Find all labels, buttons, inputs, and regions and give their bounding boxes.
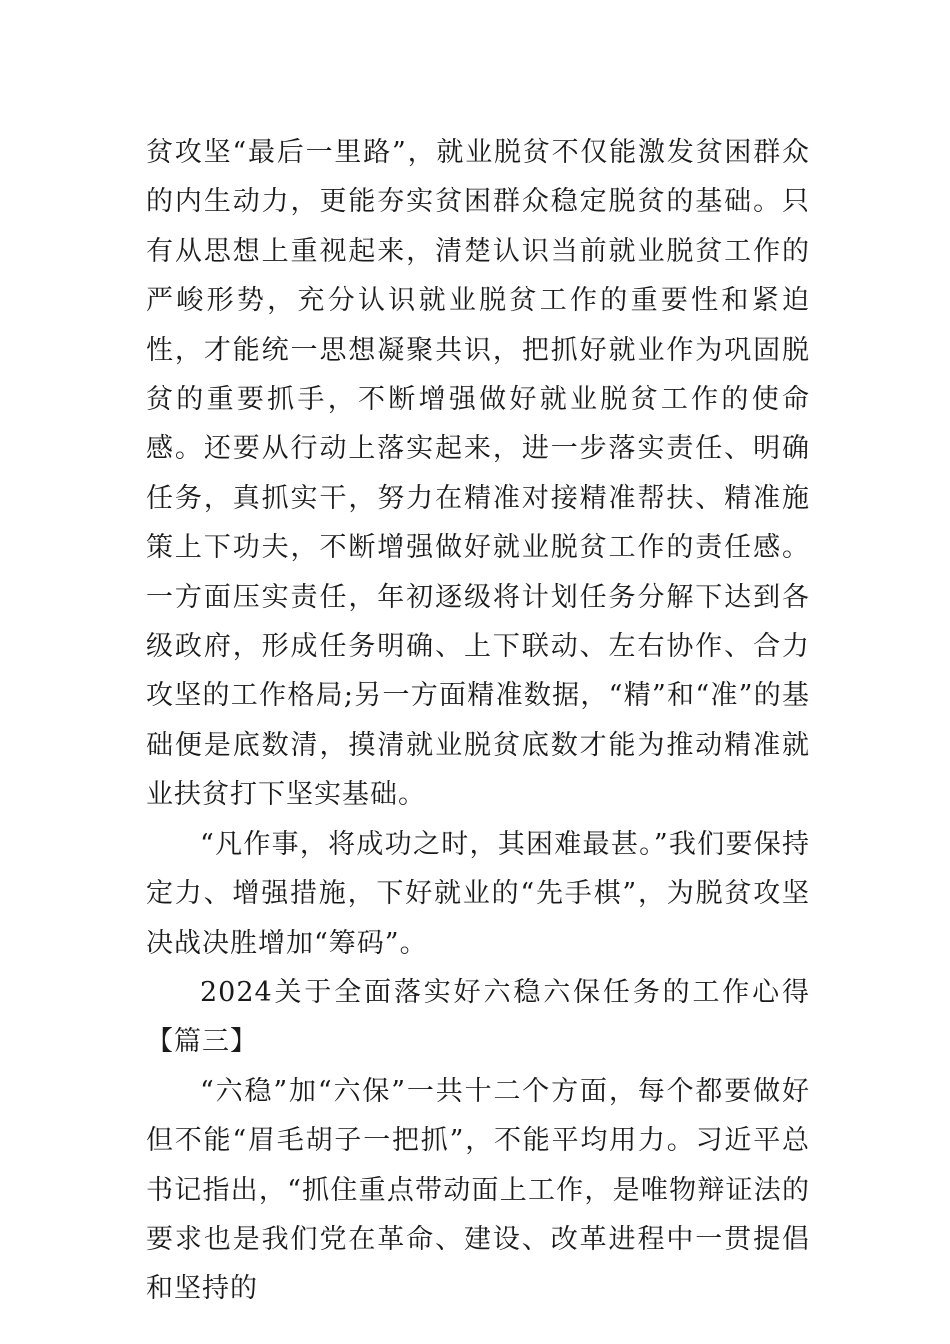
section-heading: 2024关于全面落实好六稳六保任务的工作心得【篇三】 [146, 976, 810, 1058]
paragraph-body: “六稳”加“六保”一共十二个方面，每个都要做好但不能“眉毛胡子一把抓”，不能平均用力。习近平总书记指出，“抓住重点带动面上工作，是唯物辩证法的要求也是我们党在革命、建设、改革进程中一贯提倡和坚持的 [146, 1075, 810, 1305]
paragraph-quote: “凡作事，将成功之时，其困难最甚。”我们要保持定力、增强措施，下好就业的“先手棋”，为脱贫攻坚决战决胜增加“筹码”。 [146, 828, 810, 959]
paragraph-continuation: 贫攻坚“最后一里路”，就业脱贫不仅能激发贫困群众的内生动力，更能夯实贫困群众稳定脱贫的基础。只有从思想上重视起来，清楚认识当前就业脱贫工作的严峻形势，充分认识就业脱贫工作的重要性和紧迫性，才能统一思想凝聚共识，把抓好就业作为巩固脱贫的重要抓手，不断增强做好就业脱贫工作的使命感。还要从行动上落实起来，进一步落实责任、明确任务，真抓实干，努力在精准对接精准帮扶、精准施策上下功夫，不断增强做好就业脱贫工作的责任感。一方面压实责任，年初逐级将计划任务分解下达到各级政府，形成任务明确、上下联动、左右协作、合力攻坚的工作格局;另一方面精准数据，“精”和“准”的基础便是底数清，摸清就业脱贫底数才能为推动精准就业扶贫打下坚实基础。 [146, 137, 810, 811]
document-body [146, 128, 810, 1314]
